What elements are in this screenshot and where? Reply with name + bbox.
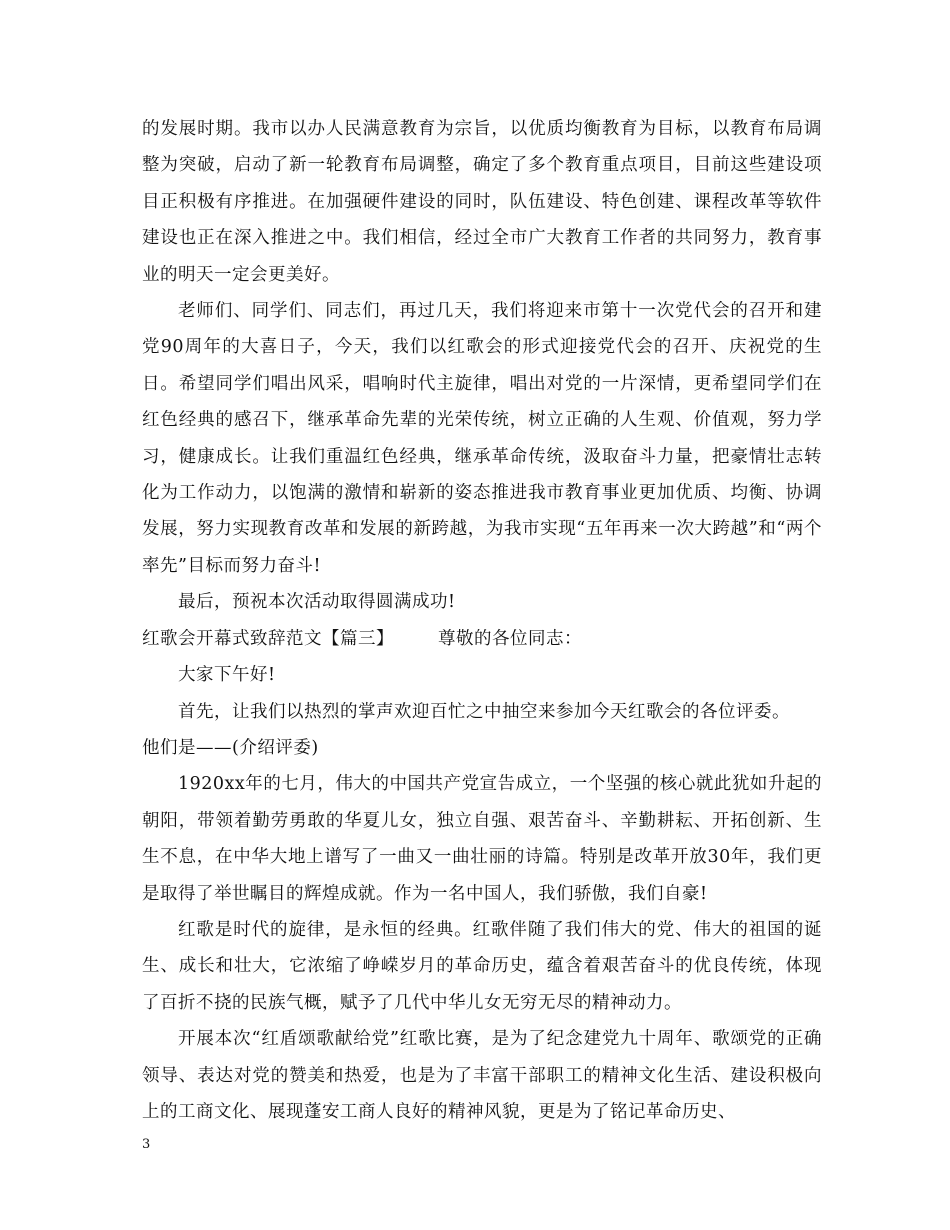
body-text [142, 111, 822, 1130]
salutation: 尊敬的各位同志： [438, 628, 582, 649]
section-heading-line [142, 621, 822, 657]
paragraph-1: 的发展时期。我市以办人民满意教育为宗旨，以优质均衡教育为目标，以教育布局调整为突破，启动了新一轮教育布局调整，确定了多个教育重点项目，目前这些建设项目正积极有序推进。在加强硬件建设的同时，队伍建设、特色创建、课程改革等软件建设也正在深入推进之中。我们相信，经过全市广大教育工作者的共同努力，教育事业的明天一定会更美好。 [142, 119, 822, 285]
paragraph-greeting: 大家下午好! [178, 665, 276, 686]
paragraph-judges: 他们是——(介绍评委) [142, 737, 319, 758]
paragraph-red-songs: 红歌是时代的旋律，是永恒的经典。红歌伴随了我们伟大的党、伟大的祖国的诞生、成长和壮大，它浓缩了峥嵘岁月的革命历史，蕴含着艰苦奋斗的优良传统，体现了百折不挠的民族气概，赋予了几代中华儿女无穷无尽的精神动力。 [142, 919, 822, 1013]
paragraph-contest: 开展本次“红盾颂歌献给党”红歌比赛，是为了纪念建党九十周年、歌颂党的正确领导、表达对党的赞美和热爱，也是为了丰富干部职工的精神文化生活、建设积极向上的工商文化、展现蓬安工商人良好的精神风貌，更是为了铭记革命历史、 [142, 1029, 822, 1122]
page-number: 3 [142, 1137, 151, 1152]
section-title: 红歌会开幕式致辞范文【篇三】 [142, 628, 394, 649]
paragraph-2: 老师们、同学们、同志们，再过几天，我们将迎来市第十一次党代会的召开和建党90周年的大喜日子，今天，我们以红歌会的形式迎接党代会的召开、庆祝党的生日。希望同学们唱出风采，唱响时代主旋律，唱出对党的一片深情，更希望同学们在红色经典的感召下，继承革命先辈的光荣传统，树立正确的人生观、价值观，努力学习，健康成长。让我们重温红色经典，继承革命传统，汲取奋斗力量，把豪情壮志转化为工作动力，以饱满的激情和崭新的姿态推进我市教育事业更加优质、均衡、协调发展，努力实现教育改革和发展的新跨越，为我市实现“五年再来一次大跨越”和“两个率先”目标而努力奋斗! [142, 301, 822, 576]
paragraph-3: 最后，预祝本次活动取得圆满成功! [178, 592, 456, 613]
paragraph-welcome: 首先，让我们以热烈的掌声欢迎百忙之中抽空来参加今天红歌会的各位评委。 [178, 701, 790, 722]
paragraph-history: 1920xx年的七月，伟大的中国共产党宣告成立，一个坚强的核心就此犹如升起的朝阳，带领着勤劳勇敢的华夏儿女，独立自强、艰苦奋斗、辛勤耕耘、开拓创新、生生不息，在中华大地上谱写了一曲又一曲壮丽的诗篇。特别是改革开放30年，我们更是取得了举世瞩目的辉煌成就。作为一名中国人，我们骄傲，我们自豪! [142, 774, 822, 904]
